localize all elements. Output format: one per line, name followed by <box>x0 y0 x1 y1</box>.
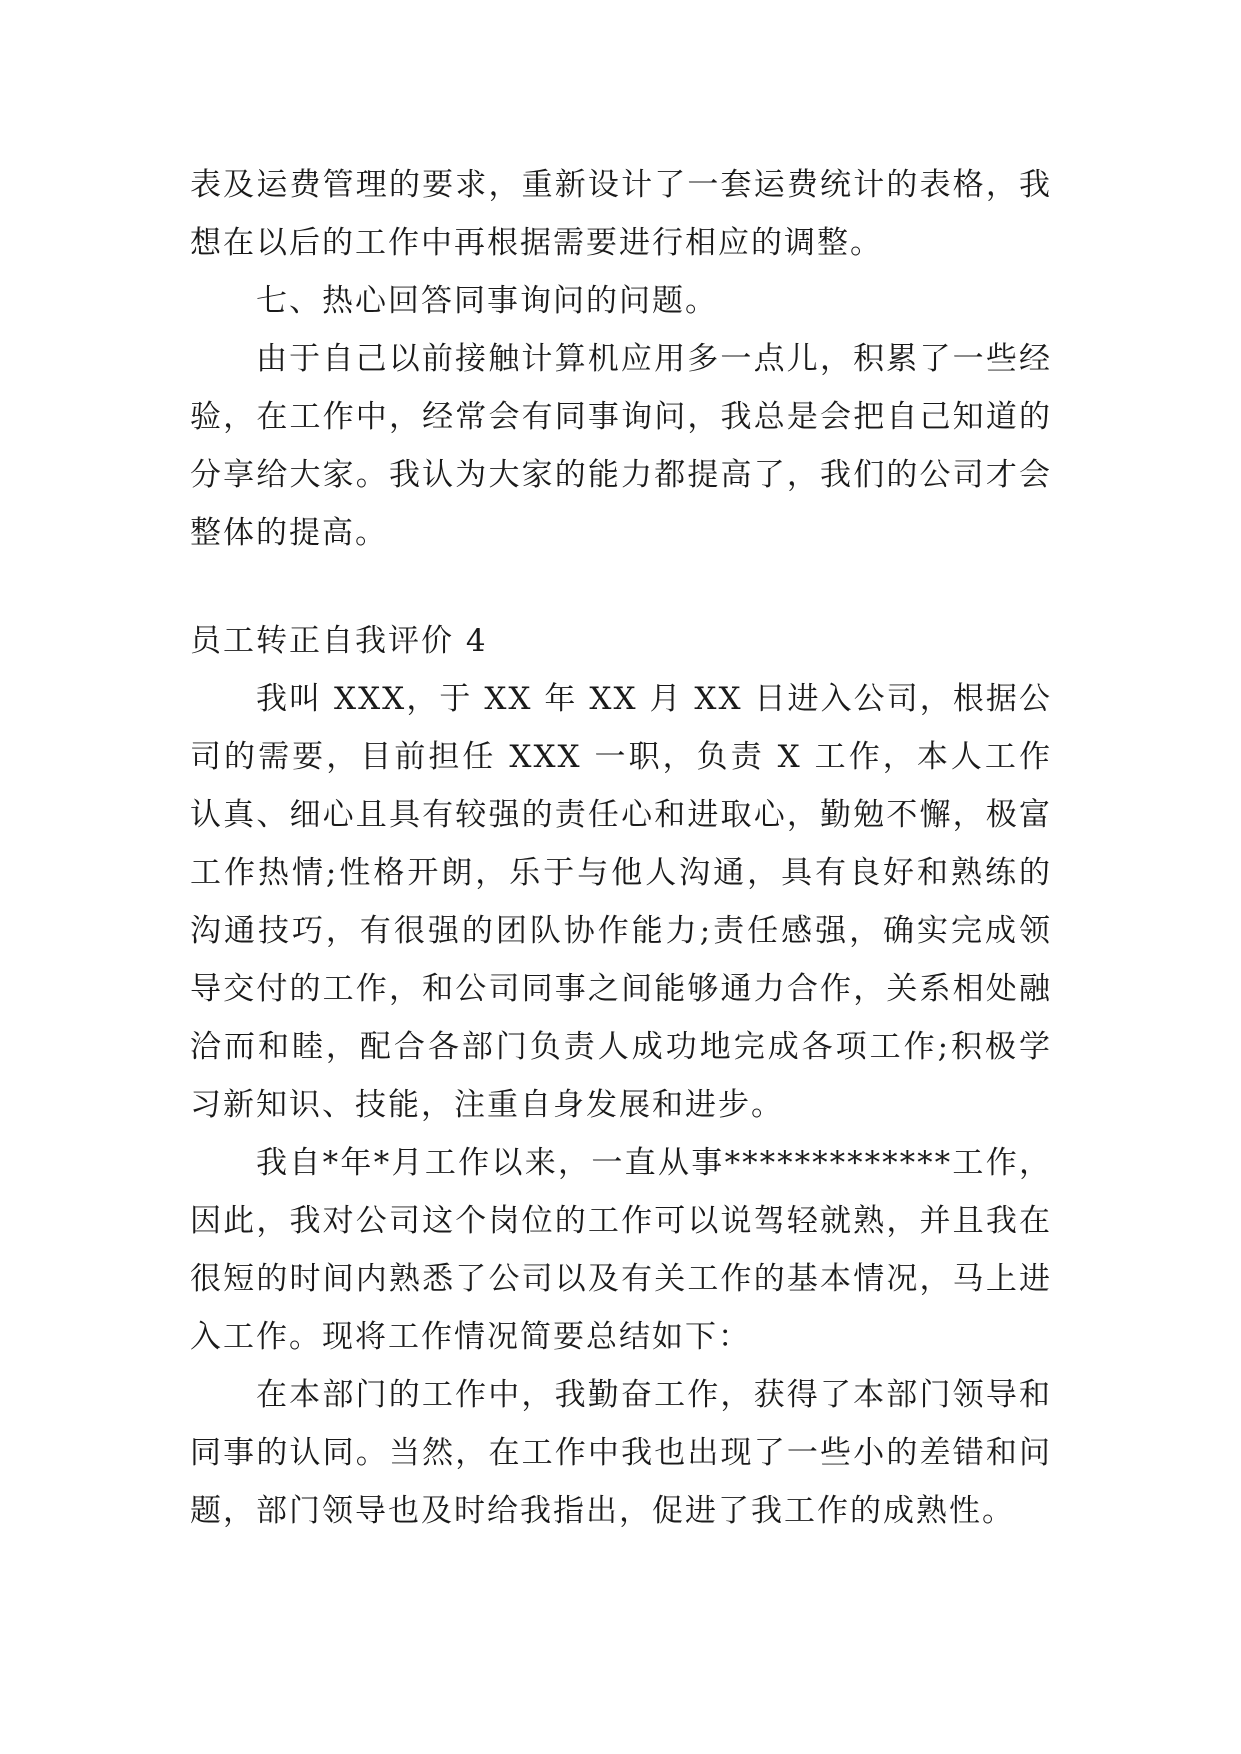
paragraph-heading-seven: 七、热心回答同事询问的问题。 <box>256 283 718 319</box>
paragraph-work-history: 我自*年*月工作以来，一直从事*************工作，因此，我对公司这个岗位的工作可以说驾轻就熟，并且我在很短的时间内熟悉了公司以及有关工作的基本情况，马上进入工作。现将工作情况简要总结如下： <box>190 1145 1052 1355</box>
document-body <box>190 156 1052 1540</box>
paragraph-department-work: 在本部门的工作中，我勤奋工作，获得了本部门领导和同事的认同。当然，在工作中我也出现了一些小的差错和问题，部门领导也及时给我指出，促进了我工作的成熟性。 <box>190 1377 1052 1529</box>
section-title: 员工转正自我评价 4 <box>190 623 488 659</box>
paragraph-continued: 表及运费管理的要求，重新设计了一套运费统计的表格，我想在以后的工作中再根据需要进行相应的调整。 <box>190 167 1052 261</box>
paragraph-computer-experience: 由于自己以前接触计算机应用多一点儿，积累了一些经验，在工作中，经常会有同事询问，我总是会把自己知道的分享给大家。我认为大家的能力都提高了，我们的公司才会整体的提高。 <box>190 341 1052 551</box>
paragraph-introduction: 我叫 XXX，于 XX 年 XX 月 XX 日进入公司，根据公司的需要，目前担任 XXX 一职，负责 X 工作，本人工作认真、细心且具有较强的责任心和进取心，勤勉不懈，极富工作热情;性格开朗，乐于与他人沟通，具有良好和熟练的沟通技巧，有很强的团队协作能力;责任感强，确实完成领导交付的工作，和公司同事之间能够通力合作，关系相处融洽而和睦，配合各部门负责人成功地完成各项工作;积极学习新知识、技能，注重自身发展和进步。 <box>190 681 1052 1123</box>
